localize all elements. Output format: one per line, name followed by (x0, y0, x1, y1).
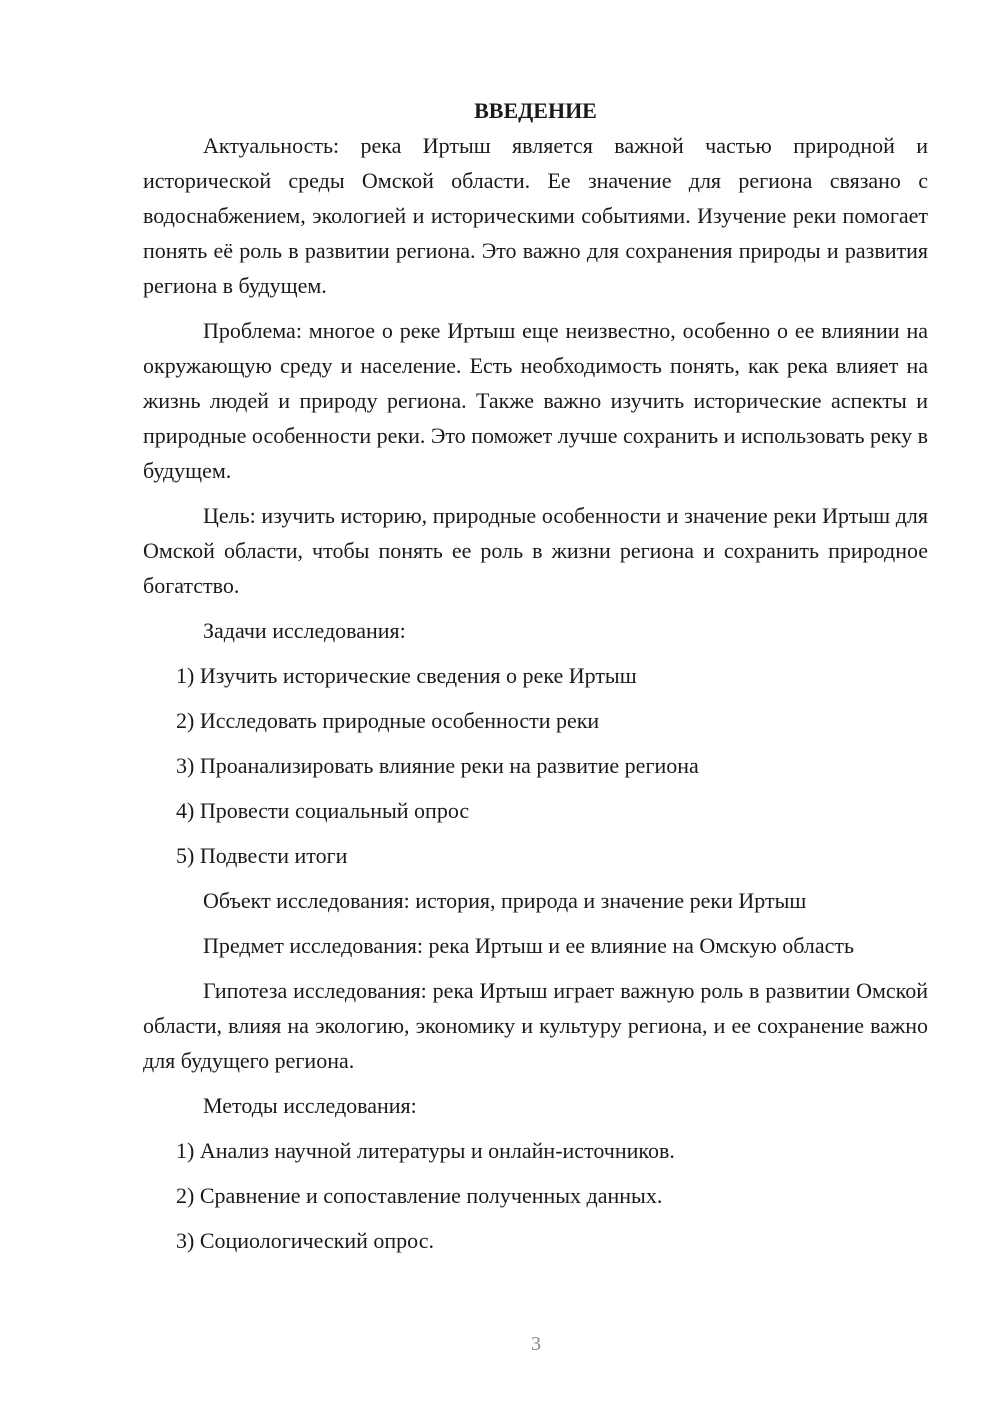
list-item: 4) Провести социальный опрос (176, 798, 470, 823)
hypothesis-paragraph: Гипотеза исследования: река Иртыш играет важную роль в развитии Омской области, влияя на экологию, экономику и культуру региона, и ее сохранение важно для будущего региона. (143, 978, 928, 1073)
list-item: 5) Подвести итоги (176, 843, 348, 868)
methods-label: Методы исследования: (203, 1093, 417, 1118)
list-item: 2) Сравнение и сопоставление полученных данных. (176, 1183, 663, 1208)
list-item: 3) Проанализировать влияние реки на развитие региона (176, 753, 699, 778)
document-page (143, 94, 928, 1268)
list-item: 1) Изучить исторические сведения о реке Иртыш (176, 663, 637, 688)
relevance-paragraph: Актуальность: река Иртыш является важной частью природной и исторической среды Омской области. Ее значение для региона связано с водоснабжением, экологией и историческими событиями. Изучение реки помогает понять её роль в развитии региона. Это важно для сохранения природы и развития региона в будущем. (143, 133, 928, 298)
goal-paragraph: Цель: изучить историю, природные особенности и значение реки Иртыш для Омской области, чтобы понять ее роль в жизни региона и сохранить природное богатство. (143, 503, 928, 598)
subject-paragraph: Предмет исследования: река Иртыш и ее влияние на Омскую область (203, 933, 855, 958)
tasks-label: Задачи исследования: (203, 618, 406, 643)
tasks-list (143, 658, 928, 873)
list-item: 1) Анализ научной литературы и онлайн-источников. (176, 1138, 675, 1163)
section-title: ВВЕДЕНИЕ (474, 98, 597, 123)
problem-paragraph: Проблема: многое о реке Иртыш еще неизвестно, особенно о ее влиянии на окружающую среду и население. Есть необходимость понять, как река влияет на жизнь людей и природу региона. Также важно изучить исторические аспекты и природные особенности реки. Это поможет лучше сохранить и использовать реку в будущем. (143, 318, 929, 483)
list-item: 2) Исследовать природные особенности реки (176, 708, 600, 733)
list-item: 3) Социологический опрос. (176, 1228, 434, 1253)
object-paragraph: Объект исследования: история, природа и значение реки Иртыш (203, 888, 807, 913)
page-number: 3 (531, 1333, 541, 1355)
methods-list (143, 1133, 928, 1258)
